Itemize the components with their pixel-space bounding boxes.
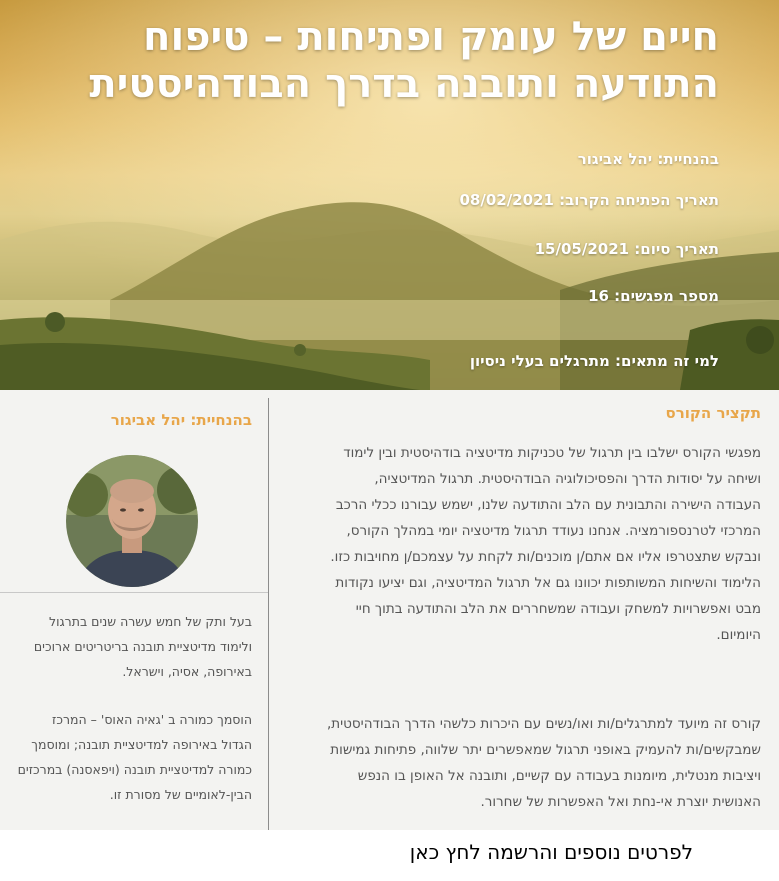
summary-title: תקציר הקורס: [665, 404, 761, 422]
course-title-line2: התודעה ותובנה בדרך הבודהיסטית: [89, 61, 719, 107]
summary-line: האנושית יוצרת אי-נחת ואל האפשרות של שחרור.: [480, 794, 761, 810]
suitable-for-text: למי זה מתאים: מתרגלים בעלי ניסיון: [469, 352, 719, 370]
end-date-text: תאריך סיום: 15/05/2021: [534, 240, 719, 258]
summary-paragraph-1: [275, 440, 761, 648]
end-date: [535, 240, 719, 258]
summary-paragraph-2: [275, 711, 761, 815]
bio-line: כמורה למדיטציית תובנה (ויפאסנה) במרכזים: [17, 762, 252, 777]
summary-line: הלימוד והשיחות המשותפות יכוונו גם אל תרגול המדיטציה, וגם יציעו נקודות: [335, 575, 761, 591]
summary-line: מבט ואפשרויות למשחק ועבודה שמשחררים את הלב והתודעה בתוך חיי: [355, 601, 761, 617]
hero-banner: [0, 0, 779, 390]
teacher-section-divider: [0, 592, 268, 593]
bio-line: הגדול באירופה למדיטציית תובנה; ומוסמך: [31, 737, 252, 752]
bio-line: הבין-לאומיים של מסורת זו.: [109, 787, 252, 802]
summary-line: מפגשי הקורס ישלבו בין תרגול של טכניקות מדיטציה בודהיסטית ובין לימוד: [343, 445, 761, 461]
registration-link[interactable]: לפרטים נוספים והרשמה לחץ כאן: [409, 840, 693, 864]
opening-date-text: תאריך הפתיחה הקרוב: 08/02/2021: [459, 191, 719, 209]
summary-line: ושיחה על יסודות הדרך והפסיכולוגיה הבודהיסטית. תרגול המדיטציה,: [374, 471, 761, 487]
opening-date: [459, 191, 719, 209]
course-title: [39, 14, 719, 108]
guide-info: [578, 150, 719, 168]
summary-line: ויציבות מנטלית, מיומנות בעבודה עם קשיים, ותובנה אל האופן בו הנפש: [357, 768, 761, 784]
teacher-photo: [66, 455, 198, 587]
bio-line: הוסמך כמורה ב 'גאיה האוס' – המרכז: [52, 712, 252, 727]
teacher-title: בהנחיית: יהל אביגור: [110, 411, 252, 429]
summary-line: המרכזי לטרנספורמציה. אנחנו נעודד תרגול מדיטציה יומי במהלך הקורס,: [346, 523, 761, 539]
suitable-for: [470, 352, 719, 370]
bio-line: בעל ותק של חמש עשרה שנים בתרגול: [49, 614, 252, 629]
summary-line: העבודה הישירה והתבונית עם הלב והתודעה שלנו, ישמש עבורנו ככלי הרכב: [335, 497, 761, 513]
bio-line: באירופה, אסיה, וישראל.: [122, 664, 252, 679]
summary-line: ונבקש שתצטרפו אליו אם אתם/ן מוכנים/ות לקחת על עצמכם/ן מחויבות כזו.: [330, 549, 761, 565]
course-title-line1: חיים של עומק ופתיחות – טיפוח: [143, 14, 719, 60]
teacher-bio-paragraph-2: [0, 707, 252, 807]
summary-line: קורס זה מיועד למתרגלים/ות ואו/נשים עם היכרות כלשהי הדרך הבודהיסטית,: [326, 716, 761, 732]
column-divider: [268, 398, 269, 830]
teacher-bio-paragraph-1: [0, 609, 252, 684]
summary-line: שמבקשים/ות להעמיק באופני תרגול שמאפשרים יתר שלווה, פתיחות גמישות: [330, 742, 761, 758]
summary-line: היומיום.: [716, 627, 761, 643]
guide-text: בהנחיית: יהל אביגור: [577, 150, 719, 168]
meetings-text: מספר מפגשים: 16: [588, 287, 719, 305]
meetings-count: [588, 287, 719, 305]
cta-bar: [0, 830, 779, 881]
bio-line: ולימוד מדיטציית תובנה בריטריטים ארוכים: [33, 639, 252, 654]
teacher-avatar: [66, 455, 198, 587]
